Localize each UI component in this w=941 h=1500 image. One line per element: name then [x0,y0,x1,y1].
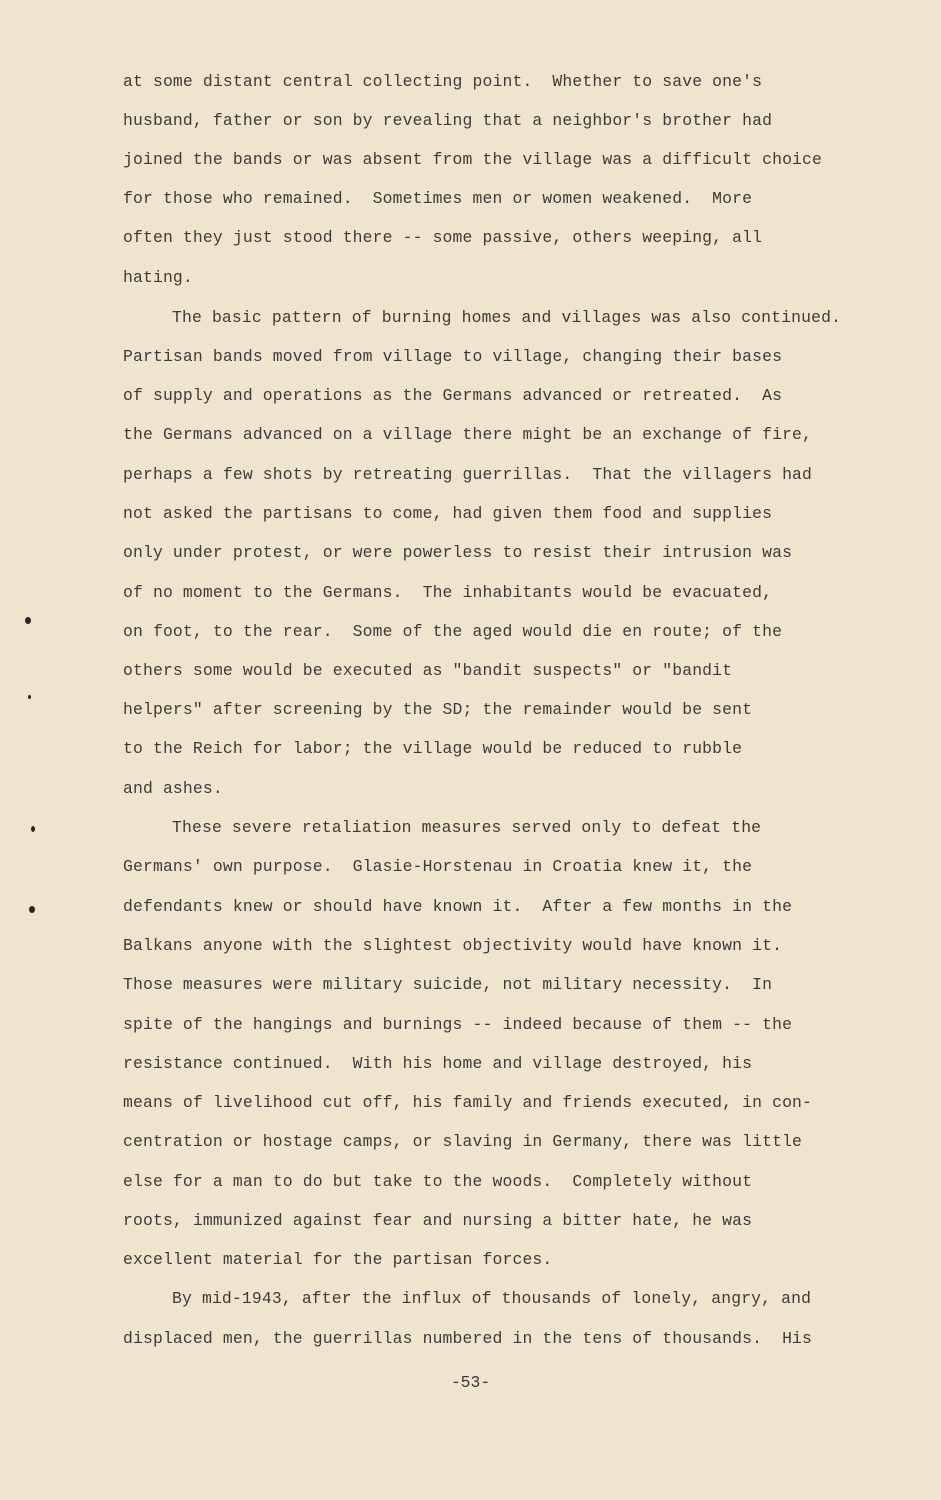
text-line: else for a man to do but take to the woods. Completely without [123,1172,753,1191]
text-line: displaced men, the guerrillas numbered in the tens of thousands. His [123,1329,813,1348]
text-line: of no moment to the Germans. The inhabitants would be evacuated, [123,583,773,602]
text-line: husband, father or son by revealing that a neighbor's brother had [123,111,773,130]
text-line: excellent material for the partisan forces. [123,1250,553,1269]
text-line: Partisan bands moved from village to village, changing their bases [123,347,783,366]
text-line: These severe retaliation measures served only to defeat the [172,818,762,837]
text-line: defendants knew or should have known it. After a few months in the [123,897,793,916]
text-line: only under protest, or were powerless to resist their intrusion was [123,543,793,562]
text-line: to the Reich for labor; the village would be reduced to rubble [123,739,743,758]
text-line: the Germans advanced on a village there might be an exchange of fire, [123,425,813,444]
text-line: on foot, to the rear. Some of the aged would die en route; of the [123,622,783,641]
margin-mark [28,695,31,699]
text-line: Those measures were military suicide, not military necessity. In [123,975,773,994]
text-line: not asked the partisans to come, had given them food and supplies [123,504,773,523]
text-line: often they just stood there -- some passive, others weeping, all [123,228,763,247]
text-line: others some would be executed as "bandit suspects" or "bandit [123,661,733,680]
text-line: spite of the hangings and burnings -- indeed because of them -- the [123,1015,793,1034]
margin-mark [31,826,35,832]
text-line: hating. [123,268,193,287]
text-line: Germans' own purpose. Glasie-Horstenau in Croatia knew it, the [123,857,753,876]
text-line: means of livelihood cut off, his family and friends executed, in con- [123,1093,813,1112]
text-line: The basic pattern of burning homes and villages was also continued. [172,308,842,327]
text-line: perhaps a few shots by retreating guerrillas. That the villagers had [123,465,813,484]
margin-mark [25,617,31,624]
text-line: helpers" after screening by the SD; the remainder would be sent [123,700,753,719]
text-line: of supply and operations as the Germans advanced or retreated. As [123,386,783,405]
text-line: Balkans anyone with the slightest objectivity would have known it. [123,936,783,955]
text-line: joined the bands or was absent from the village was a difficult choice [123,150,823,169]
page-number: -53- [450,1373,491,1392]
text-line: By mid-1943, after the influx of thousands of lonely, angry, and [172,1289,812,1308]
text-line: centration or hostage camps, or slaving in Germany, there was little [123,1132,803,1151]
text-line: for those who remained. Sometimes men or women weakened. More [123,189,753,208]
text-line: and ashes. [123,779,223,798]
margin-mark [29,906,35,913]
text-line: resistance continued. With his home and village destroyed, his [123,1054,753,1073]
text-line: at some distant central collecting point. Whether to save one's [123,72,763,91]
text-line: roots, immunized against fear and nursing a bitter hate, he was [123,1211,753,1230]
